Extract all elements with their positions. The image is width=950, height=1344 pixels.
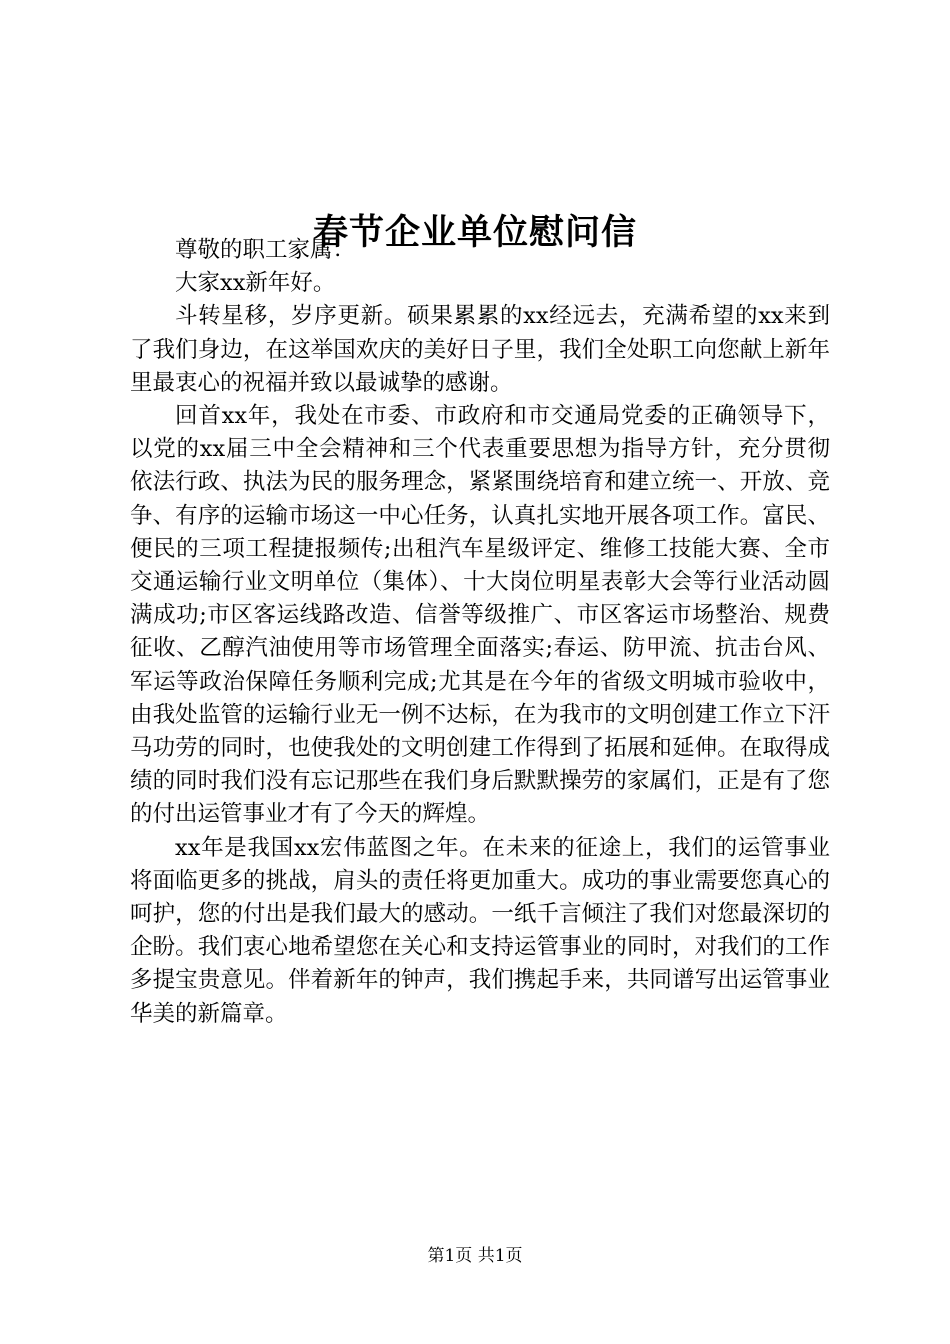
body-paragraph: 斗转星移，岁序更新。硕果累累的xx经远去，充满希望的xx来到了我们身边，在这举国欢庆的美好日子里，我们全处职工向您献上新年里最衷心的祝福并致以最诚挚的感谢。: [130, 303, 830, 396]
body-paragraph: xx年是我国xx宏伟蓝图之年。在未来的征途上，我们的运管事业将面临更多的挑战，肩头的责任将更加重大。成功的事业需要您真心的呵护，您的付出是我们最大的感动。一纸千言倾注了我们对您最深切的企盼。我们衷心地希望您在关心和支持运管事业的同时，对我们的工作多提宝贵意见。伴着新年的钟声，我们携起手来，共同谱写出运管事业华美的新篇章。: [130, 834, 830, 1027]
letter-body: [130, 234, 830, 1031]
salutation: 尊敬的职工家属：: [175, 237, 356, 263]
page-title: 春节企业单位慰问信: [312, 212, 637, 254]
page-number: 第1页 共1页: [427, 1246, 523, 1266]
body-paragraph: 回首xx年，我处在市委、市政府和市交通局党委的正确领导下，以党的xx届三中全会精神和三个代表重要思想为指导方针，充分贯彻依法行政、执法为民的服务理念，紧紧围绕培育和建立统一、开放、竞争、有序的运输市场这一中心任务，认真扎实地开展各项工作。富民、便民的三项工程捷报频传;出租汽车星级评定、维修工技能大赛、全市交通运输行业文明单位（集体）、十大岗位明星表彰大会等行业活动圆满成功;市区客运线路改造、信誉等级推广、市区客运市场整治、规费征收、乙醇汽油使用等市场管理全面落实;春运、防甲流、抗击台风、军运等政治保障任务顺利完成;尤其是在今年的省级文明城市验收中，由我处监管的运输行业无一例不达标，在为我市的文明创建工作立下汗马功劳的同时，也使我处的文明创建工作得到了拓展和延伸。在取得成绩的同时我们没有忘记那些在我们身后默默操劳的家属们，正是有了您的付出运管事业才有了今天的辉煌。: [130, 403, 830, 828]
greeting-paragraph: 大家xx新年好。: [175, 270, 336, 297]
